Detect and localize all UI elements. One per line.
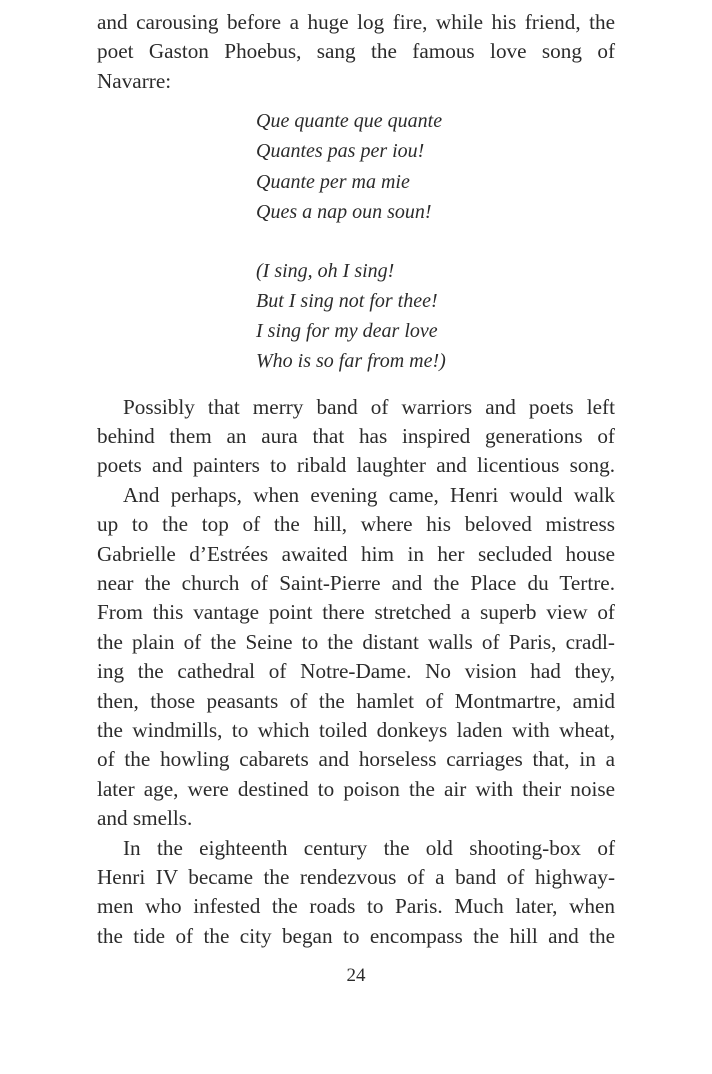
- text-line: And perhaps, when evening came, Henri would walk: [123, 482, 615, 507]
- text-line: poet Gaston Phoebus, sang the famous love song of: [97, 39, 615, 64]
- text-line: behind them an aura that has inspired generations of: [97, 424, 615, 449]
- text-line: the windmills, to which toiled donkeys laden with wheat,: [97, 717, 615, 742]
- poem-line: (I sing, oh I sing!: [256, 259, 395, 282]
- page-number: 24: [346, 965, 366, 986]
- poem-line: Who is so far from me!): [256, 350, 446, 373]
- text-line: of the howling cabarets and horseless carriages that, in a: [97, 747, 615, 772]
- intro-paragraph: [97, 8, 615, 96]
- poem-line: Ques a nap oun soun!: [256, 200, 432, 223]
- text-line: Possibly that merry band of warriors and poets left: [123, 394, 615, 419]
- text-line: From this vantage point there stretched a superb view of: [97, 600, 615, 625]
- text-line: Henri IV became the rendezvous of a band of highway-: [97, 864, 615, 889]
- paragraph-2: [97, 481, 615, 834]
- poem-stanza-translation: [256, 256, 615, 377]
- text-line: near the church of Saint-Pierre and the Place du Tertre.: [97, 571, 615, 596]
- poem-stanza-original: [256, 106, 615, 227]
- poem-line: Que quante que quante: [256, 110, 443, 133]
- text-line: the tide of the city began to encompass the hill and the: [97, 923, 615, 948]
- text-line: Navarre:: [97, 68, 172, 93]
- text-line: men who infested the roads to Paris. Much later, when: [97, 894, 615, 919]
- text-line: ing the cathedral of Notre-Dame. No vision had they,: [97, 659, 615, 684]
- poem-line: Quantes pas per iou!: [256, 140, 425, 163]
- text-line: up to the top of the hill, where his beloved mistress: [97, 512, 615, 537]
- poem-line: Quante per ma mie: [256, 170, 410, 193]
- paragraph-1: [97, 393, 615, 481]
- text-line: poets and painters to ribald laughter and licentious song.: [97, 453, 615, 478]
- paragraph-3: [97, 834, 615, 952]
- text-line: and smells.: [97, 806, 193, 831]
- text-line: and carousing before a huge log fire, while his friend, the: [97, 10, 615, 34]
- text-line: then, those peasants of the hamlet of Montmartre, amid: [97, 688, 615, 713]
- text-line: the plain of the Seine to the distant walls of Paris, cradl-: [97, 629, 615, 654]
- poem-line: But I sing not for thee!: [256, 290, 438, 313]
- text-line: Gabrielle d’Estrées awaited him in her secluded house: [97, 541, 615, 566]
- page-body: [97, 8, 615, 951]
- text-line: In the eighteenth century the old shooting-box of: [123, 835, 615, 860]
- poem-line: I sing for my dear love: [256, 320, 438, 343]
- text-line: later age, were destined to poison the air with their noise: [97, 776, 615, 801]
